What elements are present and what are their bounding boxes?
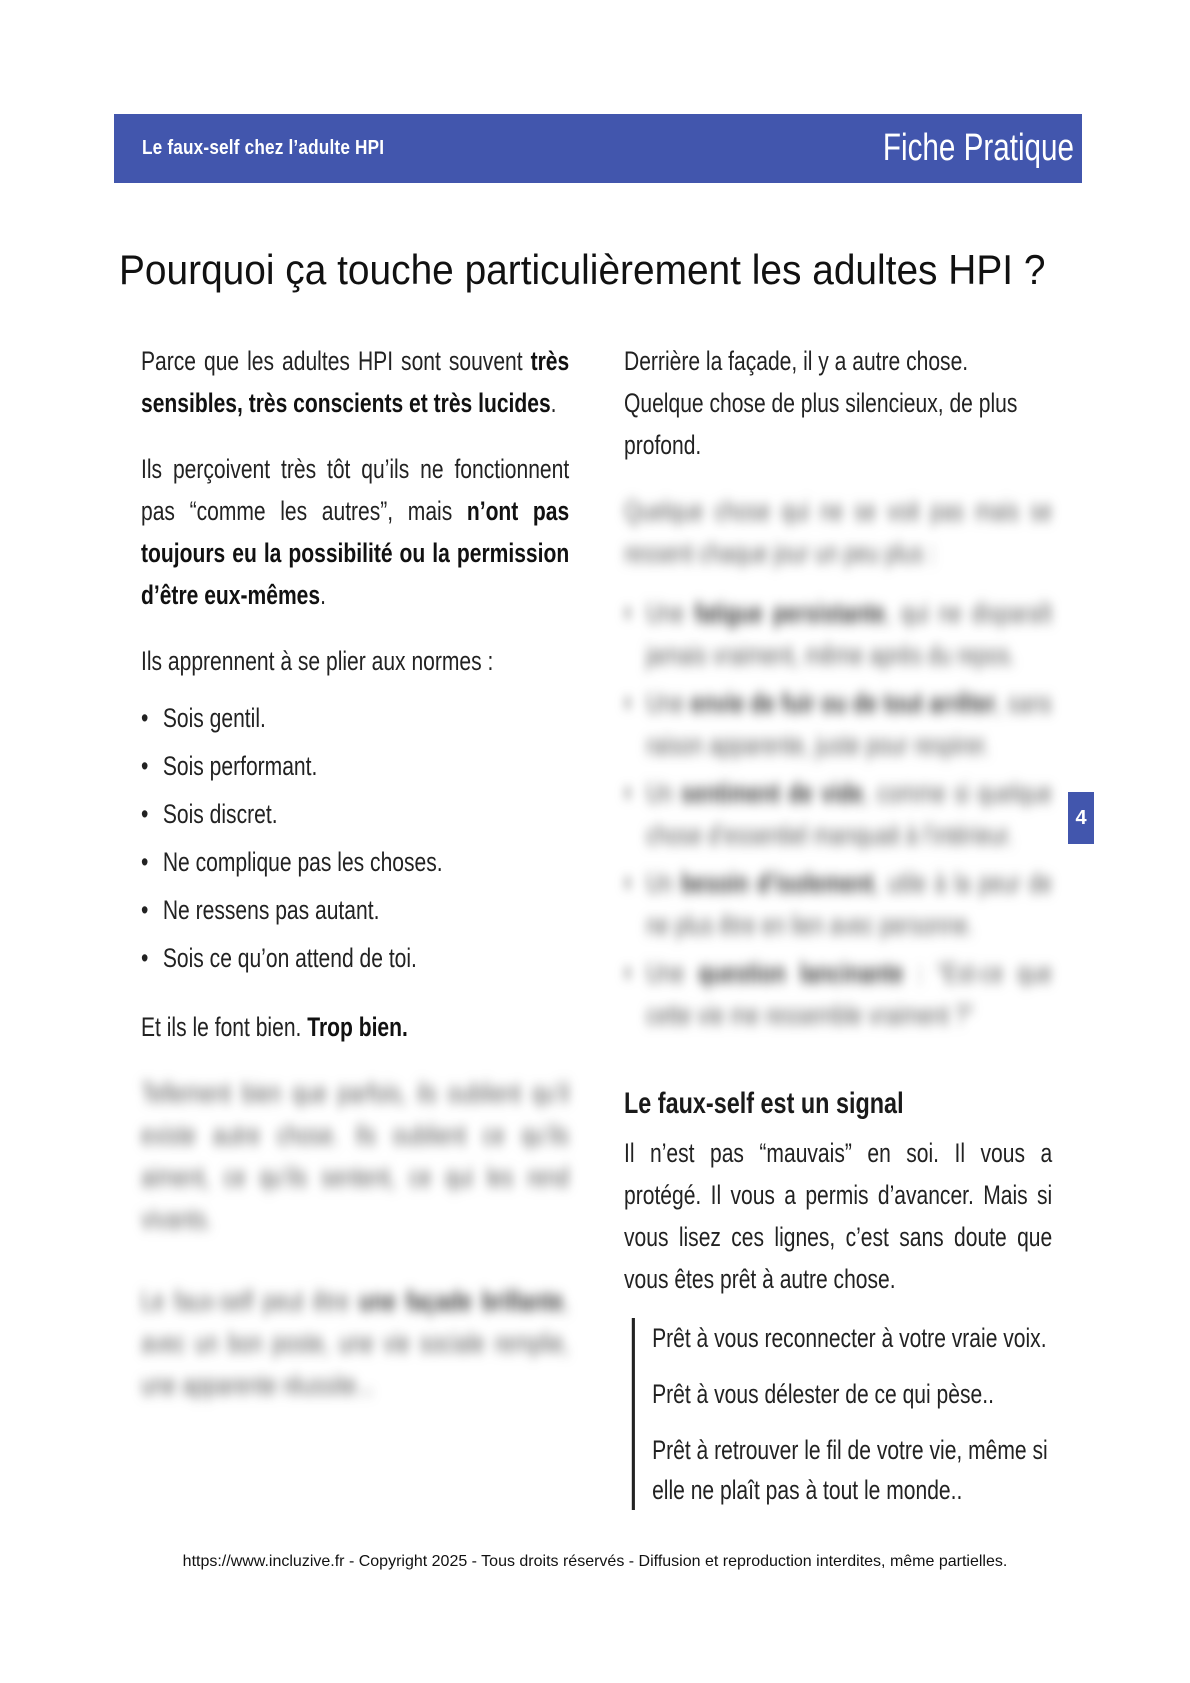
list-item: • Sois discret. bbox=[141, 790, 569, 838]
intro-end: . bbox=[550, 388, 557, 418]
list-item bbox=[624, 952, 1052, 1036]
perception-emphasis: n’ont pas toujours eu la possibilité ou la permission d’être eux-mêmes bbox=[141, 496, 570, 610]
item-text: Une bbox=[645, 688, 691, 718]
blurred-paragraph bbox=[141, 1280, 569, 1406]
conclusion-text: Et ils le font bien. bbox=[141, 1012, 308, 1042]
item-text: , qui ne disparaît jamais vraiment, même après du repos. bbox=[645, 598, 1053, 670]
page-number-tab: 4 bbox=[1068, 792, 1094, 844]
list-item bbox=[624, 682, 1052, 766]
right-column-content bbox=[624, 340, 1052, 1510]
signal-paragraph: Il n’est pas “mauvais” en soi. Il vous a protégé. Il vous a permis d’avancer. Mais si vous lisez ces lignes, c’est sans doute que vous êtes prêt à autre chose. bbox=[624, 1138, 1053, 1294]
conclusion-emphasis: Trop bien. bbox=[307, 1012, 408, 1042]
quote-line: Prêt à vous délester de ce qui pèse.. bbox=[652, 1379, 994, 1409]
intro-emphasis: très sensibles, très conscients et très lucides bbox=[141, 346, 570, 418]
item-text: Une bbox=[645, 598, 695, 628]
intro-paragraph bbox=[141, 340, 569, 424]
norms-list bbox=[141, 694, 569, 982]
perception-end: . bbox=[320, 580, 326, 610]
item-emphasis: envie de fuir ou de tout arrêter bbox=[690, 688, 996, 718]
item-emphasis: sentiment de vide bbox=[680, 778, 864, 808]
blurred-symptoms-list bbox=[624, 592, 1052, 1036]
header-section-label: Fiche Pratique bbox=[882, 127, 1074, 169]
blurred-emphasis: une façade brillante bbox=[358, 1286, 564, 1316]
blurred-text: , avec un bon poste, une vie sociale remplie, une apparente réussite... bbox=[141, 1286, 570, 1400]
item-text: Un bbox=[645, 868, 681, 898]
page-title: Pourquoi ça touche particulièrement les adultes HPI ? bbox=[119, 246, 1046, 293]
list-item bbox=[624, 592, 1052, 676]
intro-text: Parce que les adultes HPI sont souvent bbox=[141, 346, 531, 376]
facade-paragraph: Derrière la façade, il y a autre chose. Quelque chose de plus silencieux, de plus profond. bbox=[624, 346, 1018, 460]
item-text: Une bbox=[645, 958, 699, 988]
page-header bbox=[114, 114, 1082, 183]
item-text: Un bbox=[645, 778, 681, 808]
item-text: , comme si quelque chose d’essentiel manquait à l’intérieur. bbox=[645, 778, 1053, 850]
footer-copyright: https://www.incluzive.fr - Copyright 2025 - Tous droits réservés - Diffusion et reproduction interdites, même partielles. bbox=[182, 1553, 1008, 1570]
list-item: • Sois performant. bbox=[141, 742, 569, 790]
quote-block bbox=[632, 1318, 1052, 1510]
item-emphasis: besoin d’isolement bbox=[680, 868, 874, 898]
quote-line: Prêt à retrouver le fil de votre vie, même si elle ne plaît pas à tout le monde.. bbox=[652, 1435, 1048, 1505]
perception-text: Ils perçoivent très tôt qu’ils ne fonctionnent pas “comme les autres”, mais bbox=[141, 454, 570, 526]
quote-line: Prêt à vous reconnecter à votre vraie voix. bbox=[652, 1323, 1047, 1353]
item-text: , utile à la peur de ne plus être en lien avec personne. bbox=[645, 868, 1053, 940]
blurred-paragraph: Tellement bien que parfois, ils oublient qu’il existe autre chose. Ils oublient ce qu’ils aiment, ce qu’ils sentent, ce qui les rend vivants. bbox=[141, 1078, 570, 1234]
list-item: • Sois ce qu’on attend de toi. bbox=[141, 934, 569, 982]
list-item bbox=[624, 772, 1052, 856]
norms-intro: Ils apprennent à se plier aux normes : bbox=[141, 646, 494, 676]
list-item: • Ne complique pas les choses. bbox=[141, 838, 569, 886]
blurred-text: Le faux-self peut être bbox=[141, 1286, 359, 1316]
list-item: • Ne ressens pas autant. bbox=[141, 886, 569, 934]
header-document-title: Le faux-self chez l’adulte HPI bbox=[142, 137, 385, 159]
item-emphasis: question lancinante bbox=[698, 958, 904, 988]
left-column bbox=[141, 340, 569, 1406]
list-item bbox=[624, 862, 1052, 946]
left-column-content bbox=[141, 340, 569, 1406]
list-item: • Sois gentil. bbox=[141, 694, 569, 742]
right-column bbox=[624, 340, 1052, 1510]
item-text: : “Est-ce que cette vie me ressemble vraiment ?” bbox=[645, 958, 1053, 1030]
section-subheading: Le faux-self est un signal bbox=[624, 1087, 904, 1120]
conclusion-paragraph bbox=[141, 1006, 569, 1048]
perception-paragraph bbox=[141, 448, 569, 616]
item-emphasis: fatigue persistante bbox=[694, 598, 886, 628]
item-text: , sans raison apparente, juste pour respirer. bbox=[645, 688, 1053, 760]
blurred-paragraph: Quelque chose qui ne se voit pas mais se ressent chaque jour un peu plus : bbox=[624, 496, 1053, 568]
